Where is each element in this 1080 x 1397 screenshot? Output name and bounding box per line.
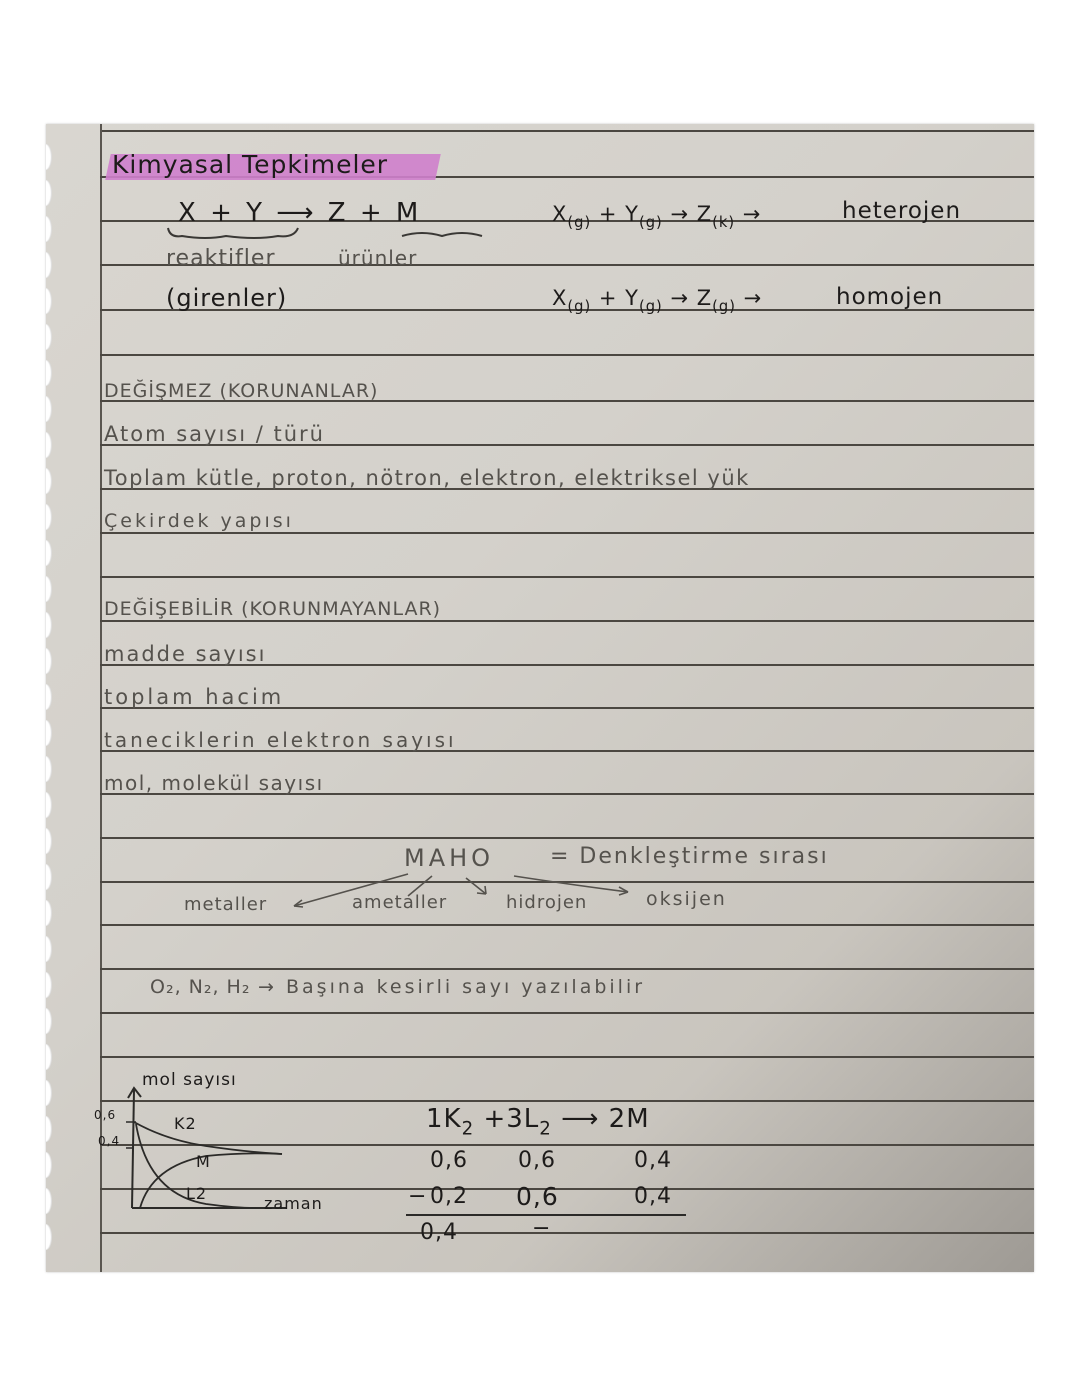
reactants-alt-label: (girenler) (166, 284, 288, 312)
changeable-heading: DEĞİŞEBİLİR (KORUNMAYANLAR) (104, 598, 442, 620)
unchanged-item: Toplam kütle, proton, nötron, elektron, elektriksel yük (104, 466, 750, 490)
fractional-molecules: O₂, N₂, H₂ (150, 976, 251, 998)
mol-time-chart (86, 1084, 406, 1214)
chart-ylabel: mol sayısı (142, 1070, 237, 1090)
changeable-item: toplam hacim (104, 685, 285, 709)
reactants-label: reaktifler (166, 246, 276, 271)
fractional-note-text: Başına kesirli sayı yazılabilir (286, 976, 646, 998)
rule-line (100, 620, 1034, 622)
stoich-row-change-m: 0,4 (634, 1184, 672, 1209)
rule-line (100, 1056, 1034, 1058)
stoich-equation: $1K_2 +3L_2$ ⟶ 2M (426, 1104, 650, 1140)
page-title: Kimyasal Tepkimeler (112, 150, 389, 179)
unchanged-item: Atom sayısı / türü (104, 422, 325, 446)
notebook-page: Kimyasal Tepkimeler X + Y ⟶ Z + M reaktifler ürünler (girenler) $X_{(g)} + Y_{(g)} \to Z_{(k)}$ → heterojen $X_{(g)} + Y_{(g)} \to Z_{(g)}$ → homojen DEĞİŞMEZ (KORUNANLAR) Atom sayısı / türü Toplam kütle, proton, nötron, elektron, elektriksel yük Çekirdek yapısı DEĞİŞEBİLİR (KORUNMAYANLAR) madde sayısı toplam hacim taneciklerin elektron sayısı mol, molekül sayısı MAHO = Denkleştirme sırası metaller ametaller hidrojen oksijen O₂, N₂, H₂ → Başına kesirli sayı yazılabilir mol sayısı 0,6 0,4 K2 M L2 zaman $1K_2 +3L_2$ ⟶ 2M 0,6 0,6 0,4 − 0,2 0,6 0,4 0,4 − (46, 124, 1034, 1272)
stoich-row-initial-k2: 0,6 (430, 1148, 468, 1173)
rule-line (100, 354, 1034, 356)
stoich-row-change-sign: − (408, 1184, 428, 1209)
changeable-item: mol, molekül sayısı (104, 771, 324, 795)
stoich-row-change-k2: 0,2 (430, 1184, 468, 1209)
maho-branch-ametaller: ametaller (352, 892, 448, 913)
chart-label-m: M (196, 1152, 211, 1171)
chart-ytick: 0,6 (94, 1108, 117, 1122)
heterogeneous-reaction: $X_{(g)} + Y_{(g)} \to Z_{(k)}$ → (552, 202, 762, 231)
chart-xlabel: zaman (264, 1194, 323, 1213)
changeable-item: taneciklerin elektron sayısı (104, 728, 457, 752)
stoich-row-initial-m: 0,4 (634, 1148, 672, 1173)
rule-line (100, 576, 1034, 578)
maho-meaning: = Denkleştirme sırası (550, 844, 829, 869)
maho-acronym: MAHO (404, 844, 495, 872)
rule-line (100, 837, 1034, 839)
general-reaction-equation: X + Y ⟶ Z + M (178, 198, 422, 228)
stoich-row-final-l2: − (532, 1216, 552, 1241)
binding-holes (46, 124, 52, 1272)
rule-line (100, 968, 1034, 970)
stoich-row-change-l2: 0,6 (516, 1182, 559, 1211)
heterogeneous-label: heterojen (842, 198, 962, 224)
stoich-row-initial-l2: 0,6 (518, 1148, 556, 1173)
maho-branch-hidrojen: hidrojen (506, 892, 588, 913)
stoich-row-final-k2: 0,4 (420, 1220, 458, 1245)
homogeneous-label: homojen (836, 284, 944, 310)
maho-branch-oksijen: oksijen (646, 888, 727, 910)
top-rule (100, 130, 1034, 132)
rule-line (100, 924, 1034, 926)
chart-ytick: 0,4 (98, 1134, 121, 1148)
changeable-item: madde sayısı (104, 642, 267, 666)
reactants-brace (166, 226, 496, 242)
rule-line (100, 532, 1034, 534)
maho-branch-metaller: metaller (184, 894, 268, 915)
rule-line (100, 1232, 1034, 1234)
unchanged-heading: DEĞİŞMEZ (KORUNANLAR) (104, 380, 379, 402)
products-label: ürünler (338, 246, 418, 270)
chart-label-l2: L2 (186, 1184, 208, 1203)
rule-line (100, 1012, 1034, 1014)
unchanged-item: Çekirdek yapısı (104, 510, 294, 532)
chart-label-k2: K2 (174, 1114, 197, 1133)
homogeneous-reaction: $X_{(g)} + Y_{(g)} \to Z_{(g)}$ → (552, 286, 763, 315)
